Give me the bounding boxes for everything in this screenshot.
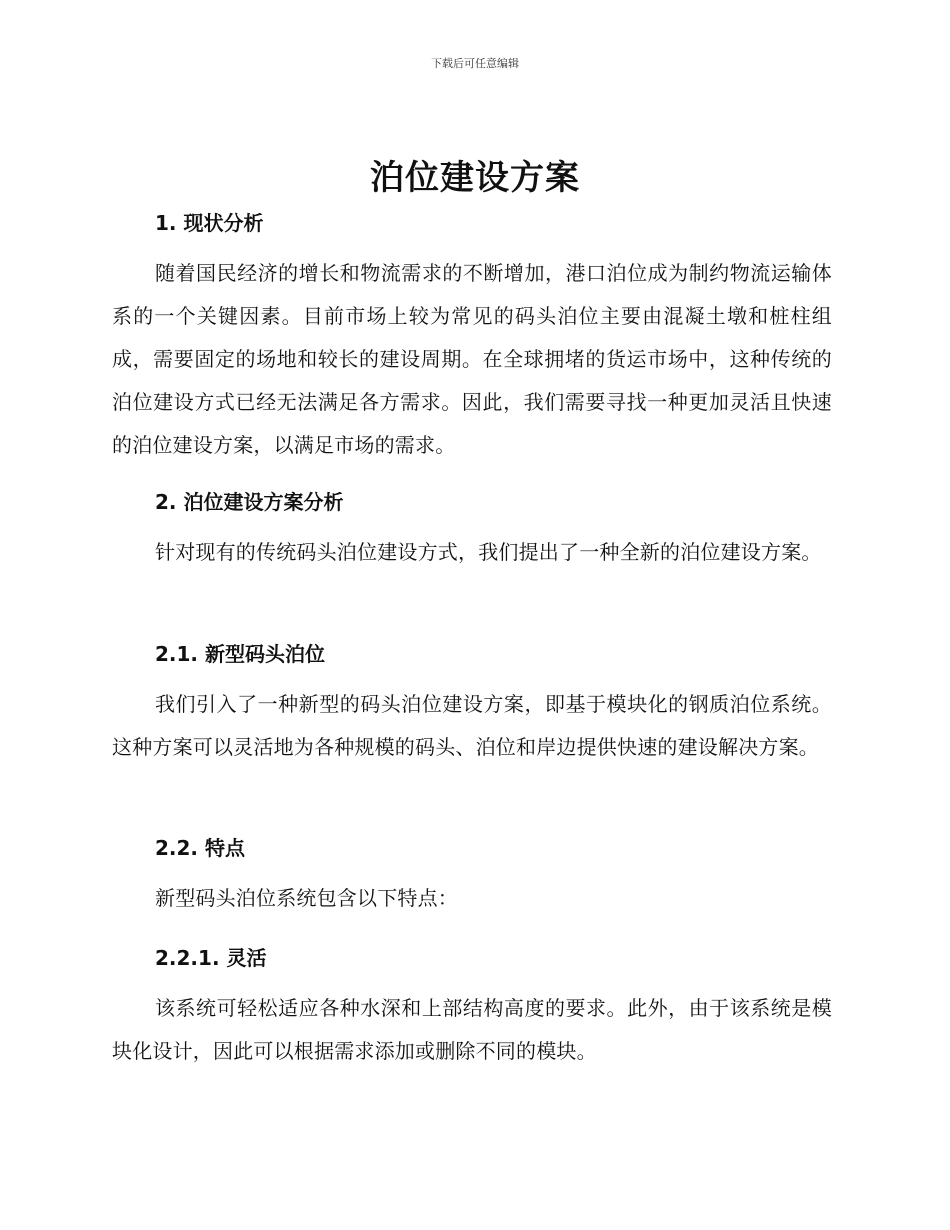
section-paragraph-1: 随着国民经济的增长和物流需求的不断增加，港口泊位成为制约物流运输体系的一个关键因素。目前市场上较为常见的码头泊位主要由混凝土墩和桩柱组成，需要固定的场地和较长的建设周期。在全球拥堵的货运市场中，这种传统的泊位建设方式已经无法满足各方需求。因此，我们需要寻找一种更加灵活且快速的泊位建设方案，以满足市场的需求。 [112, 261, 832, 457]
section-paragraph-2-2: 新型码头泊位系统包含以下特点： [155, 886, 458, 910]
section-heading-1: 1. 现状分析 [155, 211, 264, 235]
section-paragraph-2: 针对现有的传统码头泊位建设方式，我们提出了一种全新的泊位建设方案。 [155, 540, 822, 564]
section-heading-2-2: 2.2. 特点 [155, 836, 245, 860]
section-paragraph-2-1: 我们引入了一种新型的码头泊位建设方案，即基于模块化的钢质泊位系统。这种方案可以灵活地为各种规模的码头、泊位和岸边提供快速的建设解决方案。 [112, 692, 832, 759]
section-paragraph-2-2-1: 该系统可轻松适应各种水深和上部结构高度的要求。此外，由于该系统是模块化设计，因此可以根据需求添加或删除不同的模块。 [112, 996, 832, 1063]
section-heading-2-1: 2.1. 新型码头泊位 [155, 642, 325, 666]
section-heading-2: 2. 泊位建设方案分析 [155, 490, 344, 514]
document-title: 泊位建设方案 [370, 158, 580, 198]
page-header-note: 下载后可任意编辑 [431, 57, 519, 70]
section-heading-2-2-1: 2.2.1. 灵活 [155, 946, 267, 970]
